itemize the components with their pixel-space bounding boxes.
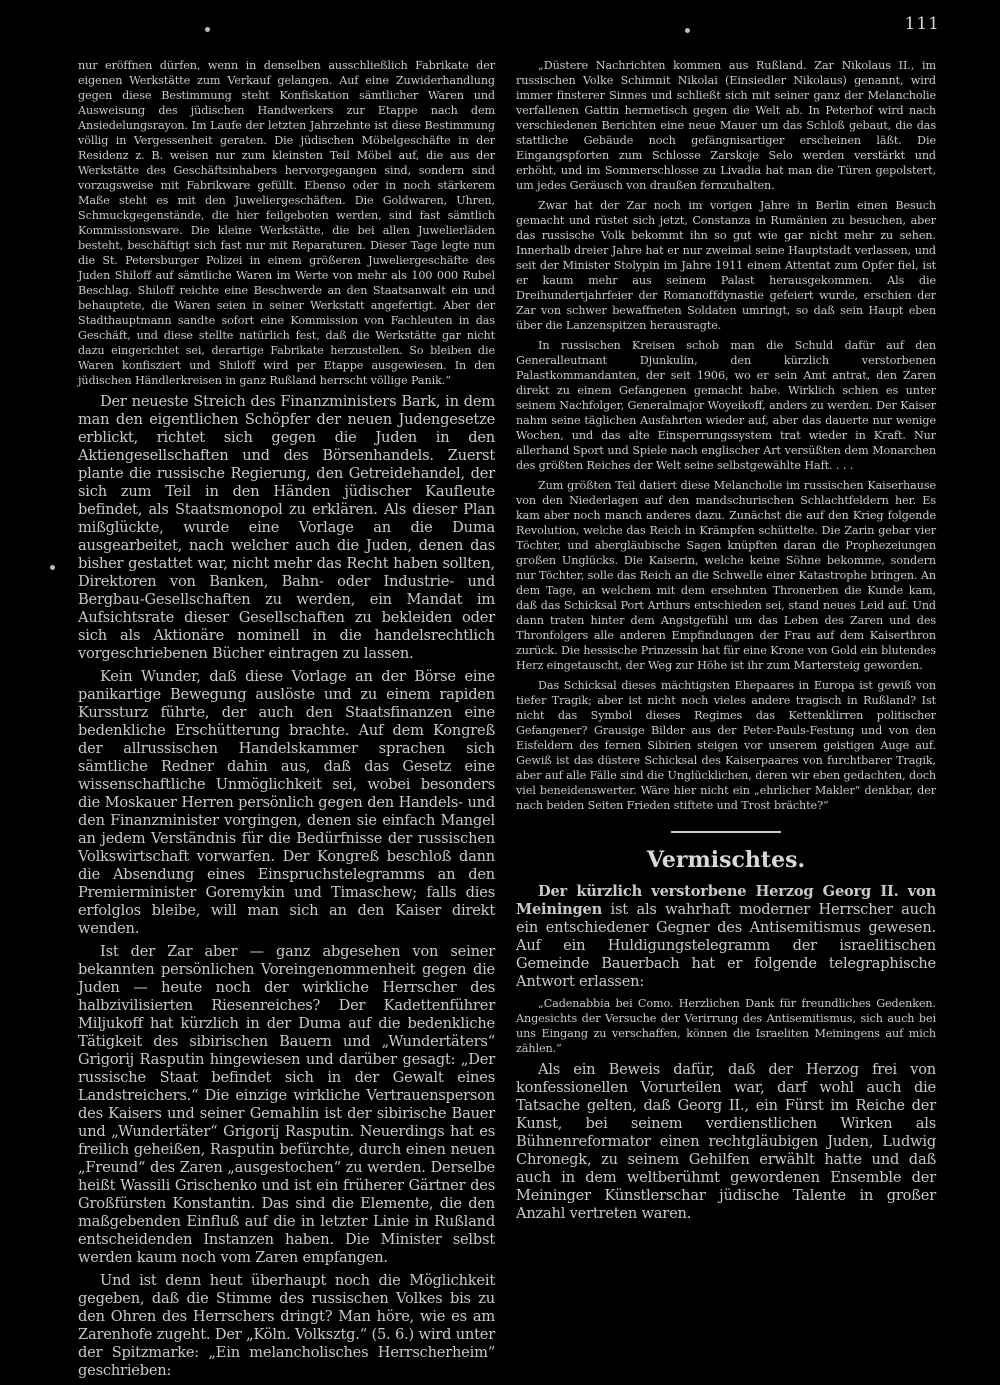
right-paragraph-news: „Düstere Nachrichten kommen aus Rußland. Zar Nikolaus II., im russischen Volke Schimnit Nikolai (Einsiedler Nikolaus) genannt, wird immer finsterer Sinnes und schließt sich mit seiner ganz der Melancholie verfallenen Gattin hermetisch gegen die Welt ab. In Peterhof wird nach verschiedenen Berichten eine neue Mauer um das Schloß gebaut, die das stattliche Gebäude noch gefängnisartiger erscheinen läßt. Die Eingangspforten zum Schlosse Zarskoje Selo werden verstärkt und erhöht, und im Sommerschlosse zu Livadia hat man die Türen gepolstert, um jedes Geräusch von draußen fernzuhalten. — [516, 59, 936, 192]
left-paragraph-quote-end: nur eröffnen dürfen, wenn in denselben ausschließlich Fabrikate der eigenen Werkstätte zum Verkauf gelangen. Auf eine Zuwiderhandlung gegen diese Bestimmung steht Konfiskation sämtlicher Waren und Ausweisung des jüdischen Handwerkers zur Etappe nach dem Ansiedelungsrayon. Im Laufe der letzten Jahrzehnte ist diese Bestimmung völlig in Vergessenheit geraten. Die jüdischen Möbelgeschäfte in der Residenz z. B. weisen nur zum kleinsten Teil Möbel auf, die aus der Werkstätte des Geschäftsinhabers hervorgegangen sind, sondern sind vorzugsweise mit Fabrikware gefüllt. Ebenso oder in noch stärkerem Maße steht es mit den Juweliergeschäften. Die Goldwaren, Uhren, Schmuckgegenstände, die hier feilgeboten werden, sind fast sämtlich Kommissionsware. Die kleine Werkstätte, die bei allen Juwelierläden besteht, beschäftigt sich fast nur mit Reparaturen. Dieser Tage legte nun die St. Petersburger Polizei in einem größeren Juweliergeschäfte des Juden Shiloff auf sämtliche Waren im Werte von mehr als 100 000 Rubel Beschlag. Shiloff reichte eine Beschwerde an den Staatsanwalt ein und behauptete, die Waren seien in seiner Werkstatt angefertigt. Aber der Stadthauptmann sandte sofort eine Kommission von Fachleuten in das Geschäft, und diese stellte natürlich fest, daß die Werkstätte gar nicht dazu eingerichtet sei, derartige Fabrikate herzustellen. So bleiben die Waren konfisziert und Shiloff wird per Etappe ausgewiesen. In den jüdischen Händlerkreisen in ganz Rußland herrscht völlige Panik.“ — [78, 59, 495, 387]
article-subheading: Der kürzlich verstorbene Herzog Georg II. von Meiningen — [516, 883, 936, 918]
right-paragraph-meiningen — [516, 883, 936, 991]
right-paragraph-chronegk: Als ein Beweis dafür, daß der Herzog frei von konfessionellen Vorurteilen war, darf wohl auch die Tatsache gelten, daß Georg II., ein Fürst im Reiche der Kunst, bei seinem verdienstlichen Wirken als Bühnenreformator einen rechtgläubigen Juden, Ludwig Chronegk, zu seinem Gehilfen erwählt hatte und daß auch in dem weltberühmt gewordenen Ensemble der Meininger Künstlerschar jüdische Talente in großer Anzahl vertreten waren. — [516, 1061, 936, 1222]
right-column — [516, 58, 936, 1228]
right-paragraph-commandant: In russischen Kreisen schob man die Schuld dafür auf den Generalleutnant Djunkulin, den kürzlich verstorbenen Palastkommandanten, der seit 1906, wo er sein Amt antrat, den Zaren direkt zu einem Gefangenen gemacht habe. Wirklich schien es unter seinem Nachfolger, Generalmajor Woyeikoff, anders zu werden. Der Kaiser nahm seine täglichen Ausfahrten wieder auf, aber das dauerte nur wenige Wochen, und das alte Einsperrungssystem trat wieder in Kraft. Nur allerhand Sport und Spiele nach englischer Art versüßten dem Monarchen des größten Reiches der Welt seine selbstgewählte Haft. . . . — [516, 339, 936, 472]
section-divider — [671, 831, 781, 833]
section-heading: Vermischtes. — [646, 847, 806, 873]
right-paragraph-visits: Zwar hat der Zar noch im vorigen Jahre in Berlin einen Besuch gemacht und rüstet sich jetzt, Constanza in Rumänien zu besuchen, aber das russische Volk bekommt ihn so gut wie gar nicht mehr zu sehen. Innerhalb dreier Jahre hat er nur zweimal seine Hauptstadt verlassen, und seit der Minister Stolypin im Jahre 1911 einem Attentat zum Opfer fiel, ist er kaum mehr aus seinem Palast herausgekommen. Als die Dreihundertjahrfeier der Romanoffdynastie gefeiert wurde, erschien der Zar von schwer bewaffneten Soldaten umringt, so daß sein Haupt eben über die Lanzenspitzen herausragte. — [516, 199, 936, 332]
margin-dot-top — [205, 27, 210, 32]
margin-dot-bottom — [685, 28, 690, 33]
right-paragraph-melancholy: Zum größten Teil datiert diese Melancholie im russischen Kaiserhause von den Niederlagen auf den mandschurischen Schlachtfeldern her. Es kam aber noch manch anderes dazu. Zunächst die auf den Krieg folgende Revolution, welche das Reich in Krämpfen schüttelte. Die Zarin gebar vier Töchter, und abergläubische Sagen knüpften daran die Prophezeiungen großen Unglücks. Die Kaiserin, welche keine Söhne bekomme, sondern nur Töchter, solle das Reich an die Schwelle einer Katastrophe bringen. An dem Tage, an welchem mit dem ersehnten Thronerben die Kunde kam, daß das Schicksal Port Arthurs entschieden sei, stand neues Leid auf. Und dann traten hinter dem Angstgefühl um das Leben des Zaren und des Thronfolgers alle anderen Empfindungen der Frau auf dem Kaiserthron zurück. Die hessische Prinzessin hat für eine Krone von Gold ein blutendes Herz eingetauscht, der Weg zur Höhe ist ihr zum Martersteig geworden. — [516, 479, 936, 672]
right-paragraph-tragedy: Das Schicksal dieses mächtigsten Ehepaares in Europa ist gewiß von tiefer Tragik; aber ist nicht noch vieles andere tragisch in Rußland? Ist nicht das Symbol dieses Regimes das Kettenklirren politischer Gefangener? Grausige Bilder aus der Peter-Pauls-Festung und von den Eisfeldern des fernen Sibirien steigen vor unserem geistigen Auge auf. Gewiß ist das düstere Schicksal des Kaiserpaares von furchtbarer Tragik, aber auf alle Fälle sind die Unglücklichen, deren wir eben gedachten, doch viel beneidenswerter. Wäre hier nicht ein „ehrlicher Makler“ denkbar, der nach beiden Seiten Frieden stiftete und Trost brächte?“ — [516, 679, 936, 812]
left-column — [78, 58, 495, 1385]
article-intro-text: ist als wahrhaft moderner Herrscher auch ein entschiedener Gegner des Antisemitismus gewesen. Auf ein Huldigungstelegramm der israelitischen Gemeinde Bauerbach hat er folgende telegraphische Antwort erlassen: — [516, 901, 936, 990]
left-paragraph-stock-exchange: Kein Wunder, daß diese Vorlage an der Börse eine panikartige Bewegung auslöste und zu einem rapiden Kurssturz führte, der auch den Staatsfinanzen eine bedenkliche Erschütterung brachte. Auf dem Kongreß der allrussischen Handelskammer sprachen sich sämtliche Redner dahin aus, daß das Gesetz eine wissenschaftliche Unmöglichkeit sei, wobei besonders die Moskauer Herren persönlich gegen den Handels- und den Finanzminister vorgingen, denen sie einfach Mangel an jedem Verständnis für die Bedürfnisse der russischen Volkswirtschaft vorwarfen. Der Kongreß beschloß dann die Absendung eines Einspruchstelegramms an den Premierminister Goremykin und Timaschew; falls dies erfolglos bleibe, will man sich an den Kaiser direkt wenden. — [78, 668, 495, 937]
left-paragraph-rasputin: Ist der Zar aber — ganz abgesehen von seiner bekannten persönlichen Voreingenommenheit gegen die Juden — heute noch der wirkliche Herrscher des halbzivilisierten Riesenreiches? Der Kadettenführer Miljukoff hat kürzlich in der Duma auf die bedenkliche Tätigkeit des sibirischen Bauern und „Wundertäters“ Grigorij Rasputin hingewiesen und darüber gesagt: „Der russische Staat befindet sich in der Gewalt eines Landstreichers.“ Die einzige wirkliche Vertrauensperson des Kaisers und seiner Gemahlin ist der sibirische Bauer und „Wundertäter“ Grigorij Rasputin. Neuerdings hat es freilich geheißen, Rasputin befürchte, durch einen neuen „Freund“ des Zaren „ausgestochen“ zu werden. Derselbe heißt Wassili Grischenko und ist ein früherer Gärtner des Großfürsten Konstantin. Das sind die Elemente, die den maßgebenden Einfluß auf die in letzter Linie in Rußland entscheidenden Instanzen haben. Die Minister selbst werden kaum noch vom Zaren empfangen. — [78, 943, 495, 1266]
left-paragraph-finance-minister: Der neueste Streich des Finanzministers Bark, in dem man den eigentlichen Schöpfer der neuen Judengesetze erblickt, richtet sich gegen die Juden in den Aktiengesellschaften und des Börsenhandels. Zuerst plante die russische Regierung, den Getreidehandel, der sich zum Teil in den Händen jüdischer Kaufleute befindet, als Staatsmonopol zu erklären. Als dieser Plan mißglückte, wurde eine Vorlage an die Duma ausgearbeitet, nach welcher auch die Juden, denen das bisher gestattet war, nicht mehr das Recht haben sollten, Direktoren von Banken, Bahn- oder Industrie- und Bergbau-Gesellschaften zu werden, ein Mandat im Aufsichtsrate dieser Gesellschaften zu bekleiden oder sich als Aktionäre nominell in die handelsrechtlich vorgeschriebenen Bücher eintragen zu lassen. — [78, 393, 495, 662]
margin-dot-left — [50, 565, 55, 570]
left-paragraph-volk: Und ist denn heut überhaupt noch die Möglichkeit gegeben, daß die Stimme des russischen Volkes bis zu den Ohren des Herrschers dringt? Man höre, wie es am Zarenhofe zugeht. Der „Köln. Volksztg.“ (5. 6.) wird unter der Spitzmarke: „Ein melancholisches Herrscherheim“ geschrieben: — [78, 1272, 495, 1379]
page-number: 111 — [904, 14, 940, 34]
right-paragraph-telegram: „Cadenabbia bei Como. Herzlichen Dank für freundliches Gedenken. Angesichts der Versuche der Verirrung des Antisemitismus, sich auch bei uns Eingang zu verschaffen, können die Israeliten Meiningens auf mich zählen.“ — [516, 997, 936, 1055]
